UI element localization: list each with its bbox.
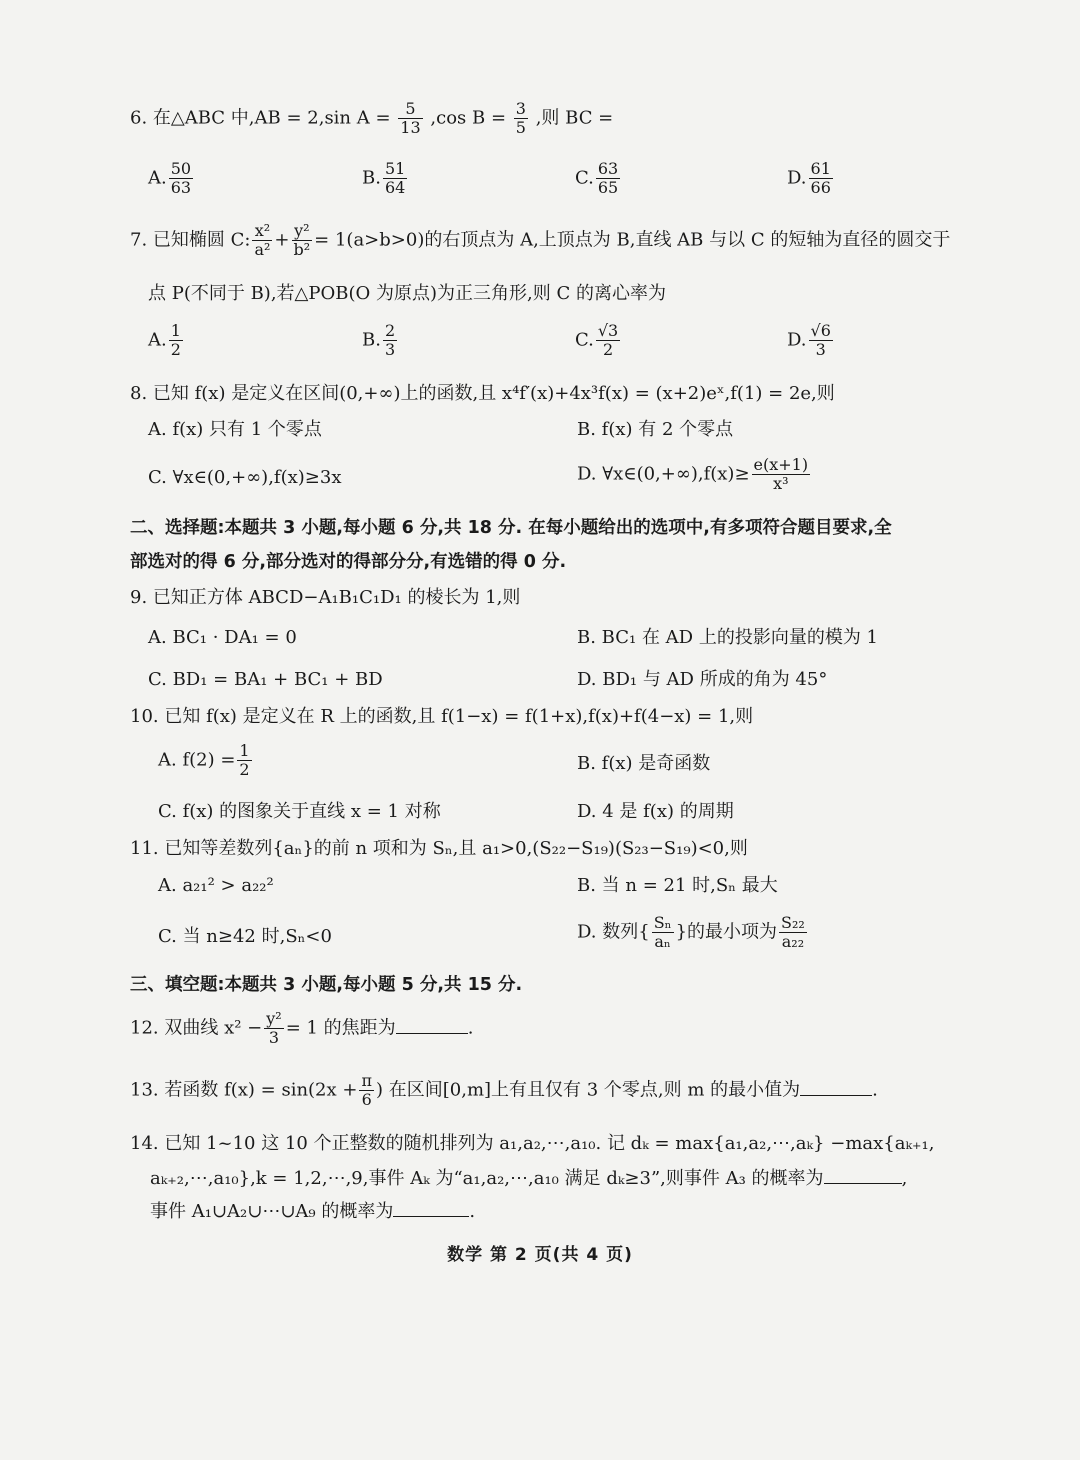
q8-stem: 8. 已知 f(x) 是定义在区间(0,+∞)上的函数,且 x⁴f′(x)+4x³f(x) = (x+2)eˣ,f(1) = 2e,则 bbox=[130, 383, 835, 404]
q6-stem-text: 6. 在△ABC 中,AB = 2,sin A = bbox=[130, 107, 391, 129]
q6-cosB-fraction: $\frac{3}{5}$ bbox=[515, 99, 526, 137]
q14-stem-line2: aₖ₊₂,⋯,a₁₀},k = 1,2,⋯,9,事件 Aₖ 为“a₁,a₂,⋯,a₁₀ 满足 dₖ≥3”,则事件 A₃ 的概率为 , bbox=[150, 1168, 908, 1189]
q7-option-b: B. $\frac{2}{3}$ bbox=[362, 321, 396, 359]
q9-option-a: A. BC₁ · DA₁ = 0 bbox=[148, 627, 297, 648]
q8-option-a: A. f(x) 只有 1 个零点 bbox=[148, 419, 322, 440]
q7-option-c: C. $\frac{√3}{2}$ bbox=[575, 321, 619, 359]
q13-answer-blank[interactable] bbox=[800, 1079, 872, 1096]
q11-stem: 11. 已知等差数列{aₙ}的前 n 项和为 Sₙ,且 a₁>0,(S₂₂−S₁₉)(S₂₃−S₁₉)<0,则 bbox=[130, 838, 748, 859]
q8-option-c: C. ∀x∈(0,+∞),f(x)≥3x bbox=[148, 467, 342, 488]
q11-option-c: C. 当 n≥42 时,Sₙ<0 bbox=[158, 926, 332, 947]
q10-option-d: D. 4 是 f(x) 的周期 bbox=[577, 801, 734, 822]
q9-option-c: C. BD₁ = BA₁ + BC₁ + BD bbox=[148, 669, 383, 690]
q6-sinA-fraction: $\frac{5}{13}$ bbox=[400, 99, 421, 137]
q6-option-b: B. $\frac{51}{64}$ bbox=[362, 159, 406, 197]
q10-stem: 10. 已知 f(x) 是定义在 R 上的函数,且 f(1−x) = f(1+x),f(x)+f(4−x) = 1,则 bbox=[130, 706, 754, 727]
q12-stem: 12. 双曲线 x² − $\frac{\text{y²}}{3}$ = 1 的焦距为 . bbox=[130, 1009, 474, 1047]
section2-heading: 二、选择题:本题共 3 小题,每小题 6 分,共 18 分. 在每小题给出的选项中,有多项符合题目要求,全 bbox=[130, 518, 892, 538]
q6-stem-end: ,则 BC = bbox=[535, 107, 614, 129]
q7-stem: 7. 已知椭圆 C: $\frac{\text{x²}}{\text{a²}}$ + $\frac{\text{y²}}{\text{b²}}$ = 1(a>b>0)的右顶点为 A,上顶点为 B,直线 AB 与以 C 的短轴为直径的圆交于 bbox=[130, 221, 951, 259]
q14-stem: 14. 已知 1~10 这 10 个正整数的随机排列为 a₁,a₂,⋯,a₁₀. 记 dₖ = max{a₁,a₂,⋯,aₖ} −max{aₖ₊₁, bbox=[130, 1133, 935, 1154]
q8-option-b: B. f(x) 有 2 个零点 bbox=[577, 419, 734, 440]
q11-option-b: B. 当 n = 21 时,Sₙ 最大 bbox=[577, 875, 778, 896]
q9-option-b: B. BC₁ 在 AD 上的投影向量的模为 1 bbox=[577, 627, 878, 648]
section2-heading-line2: 部选对的得 6 分,部分选对的得部分分,有选错的得 0 分. bbox=[130, 552, 567, 572]
q10-option-a: A. f(2) = $\frac{1}{2}$ bbox=[158, 741, 250, 779]
q8-option-d: D. ∀x∈(0,+∞),f(x)≥ $\frac{e(x+1)}{\text{x³}}$ bbox=[577, 455, 809, 493]
q6-option-c: C. $\frac{63}{65}$ bbox=[575, 159, 619, 197]
q9-option-d: D. BD₁ 与 AD 所成的角为 45° bbox=[577, 669, 828, 690]
q11-option-a: A. a₂₁² > a₂₂² bbox=[158, 875, 274, 896]
q12-answer-blank[interactable] bbox=[396, 1017, 468, 1034]
q10-option-b: B. f(x) 是奇函数 bbox=[577, 753, 711, 774]
q6-stem bbox=[130, 100, 613, 137]
q7-stem-line2: 点 P(不同于 B),若△POB(O 为原点)为正三角形,则 C 的离心率为 bbox=[148, 283, 666, 304]
q7-x-fraction: $\frac{\text{x²}}{\text{a²}}$ bbox=[254, 221, 271, 259]
q6-option-a: A. $\frac{50}{63}$ bbox=[148, 159, 192, 197]
q7-option-a: A. $\frac{1}{2}$ bbox=[148, 321, 181, 359]
q9-stem: 9. 已知正方体 ABCD−A₁B₁C₁D₁ 的棱长为 1,则 bbox=[130, 587, 521, 608]
q10-option-c: C. f(x) 的图象关于直线 x = 1 对称 bbox=[158, 801, 441, 822]
q14-stem-line3: 事件 A₁∪A₂∪⋯∪A₉ 的概率为 . bbox=[150, 1201, 476, 1222]
q11-option-d: D. 数列{ $\frac{\text{Sₙ}}{\text{aₙ}}$ }的最小项为 $\frac{\text{S₂₂}}{\text{a₂₂}}$ bbox=[577, 913, 805, 951]
q14-answer-blank-2[interactable] bbox=[393, 1200, 469, 1217]
q14-answer-blank-1[interactable] bbox=[824, 1167, 902, 1184]
section3-heading: 三、填空题:本题共 3 小题,每小题 5 分,共 15 分. bbox=[130, 975, 523, 995]
q7-y-fraction: $\frac{\text{y²}}{\text{b²}}$ bbox=[293, 221, 311, 259]
q7-option-d: D. $\frac{√6}{3}$ bbox=[787, 321, 831, 359]
page-footer: 数学 第 2 页(共 4 页) bbox=[447, 1245, 633, 1265]
q6-stem-mid: ,cos B = bbox=[430, 107, 507, 129]
q13-stem: 13. 若函数 f(x) = sin(2x + $\frac{\pi}{6}$ ) 在区间[0,m]上有且仅有 3 个零点,则 m 的最小值为 . bbox=[130, 1071, 878, 1109]
q6-option-d: D. $\frac{61}{66}$ bbox=[787, 159, 831, 197]
